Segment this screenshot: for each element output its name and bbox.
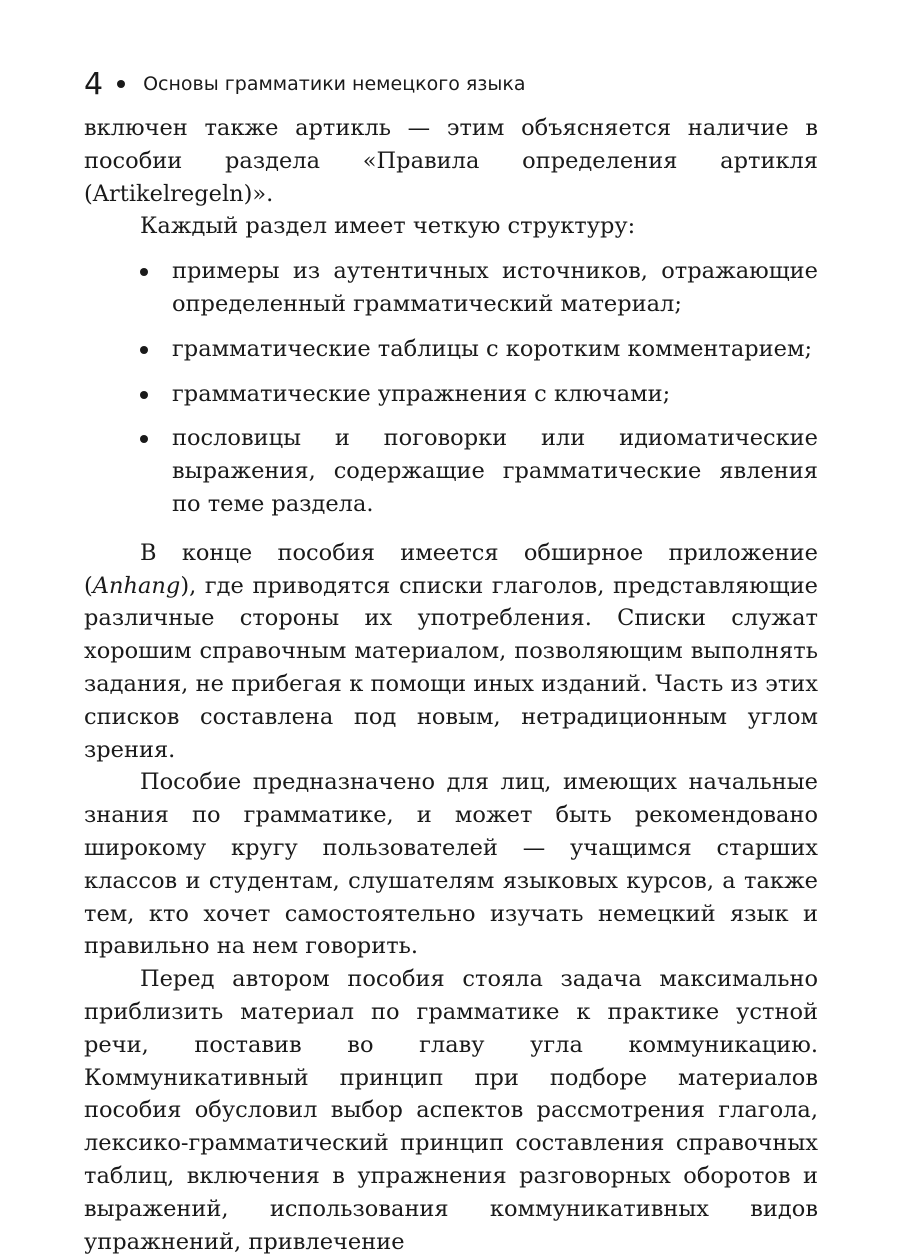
paragraph-appendix xyxy=(84,537,818,767)
list-item-text: грамматические упражнения с ключами; xyxy=(172,380,671,407)
bullet-icon xyxy=(140,391,148,399)
list-item xyxy=(84,255,818,321)
list-item xyxy=(84,378,818,411)
bullet-icon xyxy=(140,346,148,354)
paragraph-author-task: Перед автором пособия стояла задача максимально приблизить материал по грамматике к практике устной речи, поставив во главу угла коммуникацию. Коммуникативный принцип при подборе материалов пособия обусловил выбор аспектов рассмотрения глагола, лексико-грамматический принцип составления справочных таблиц, включения в упражнения разговорных оборотов и выражений, использования коммуникативных видов упражнений, привлечение xyxy=(84,966,818,1255)
list-item-text: пословицы и поговорки или идиоматические выражения, содержащие грамматические явления по теме раздела. xyxy=(172,425,818,517)
paragraph-appendix-rest: ), где приводятся списки глаголов, представляющие различные стороны их употребления. Списки служат хорошим справочным материалом, позволяющим выполнять задания, не прибегая к помощи иных изданий. Часть из этих списков составлена под новым, нетрадиционным углом зрения. xyxy=(84,572,818,763)
running-title: Основы грамматики немецкого языка xyxy=(143,73,526,95)
running-head xyxy=(84,64,526,104)
list-item-text: грамматические таблицы с коротким комментарием; xyxy=(172,335,813,362)
body-text xyxy=(84,112,818,1258)
structure-bullet-list xyxy=(84,255,818,521)
page-number: 4 xyxy=(84,66,104,102)
paragraph-structure-intro: Каждый раздел имеет четкую структуру: xyxy=(140,213,636,240)
list-item xyxy=(84,422,818,520)
list-item xyxy=(84,333,818,366)
bullet-separator-icon xyxy=(117,80,125,88)
paragraph-audience: Пособие предназначено для лиц, имеющих начальные знания по грамматике, и может быть рекомендовано широкому кругу пользователей — учащимся старших классов и студентам, слушателям языковых курсов, а также тем, кто хочет самостоятельно изучать немецкий язык и правильно на нем говорить. xyxy=(84,769,818,960)
list-item-text: примеры из аутентичных источников, отражающие определенный грамматический материал; xyxy=(172,258,818,317)
paragraph-continuation: включен также артикль — этим объясняется наличие в пособии раздела «Правила определения артикля (Artikelregeln)». xyxy=(84,115,818,207)
appendix-term: Anhang xyxy=(92,572,181,599)
bullet-icon xyxy=(140,268,148,276)
bullet-icon xyxy=(140,435,148,443)
paragraph-appendix-start: В конце пособия имеется обширное приложение ( xyxy=(84,539,818,599)
